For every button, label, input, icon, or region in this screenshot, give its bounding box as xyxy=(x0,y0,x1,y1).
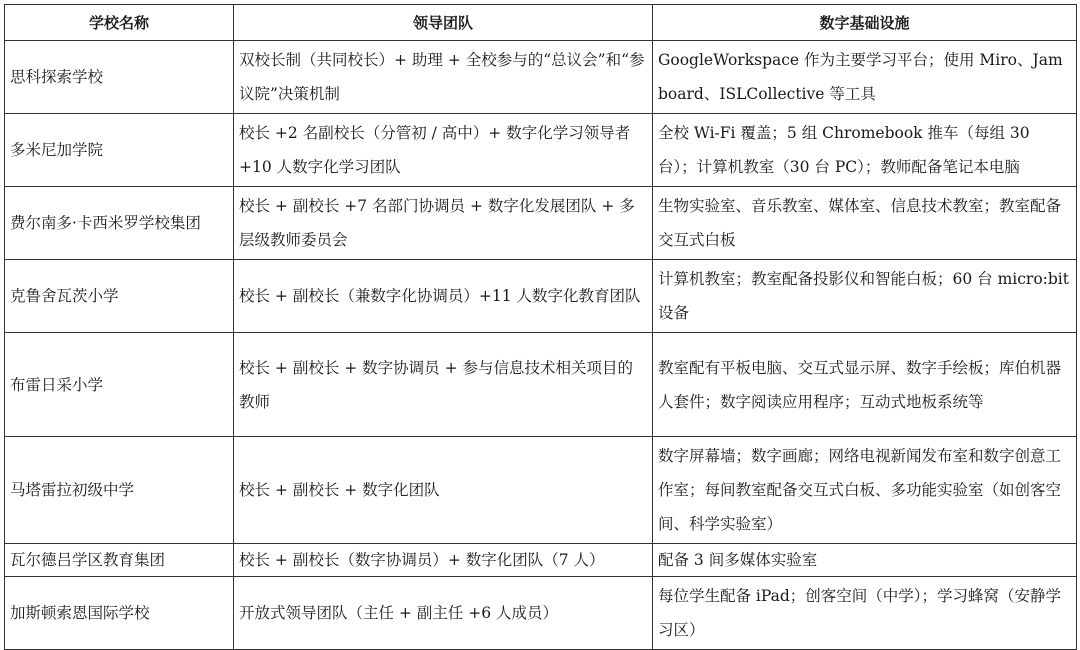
infrastructure-cell: GoogleWorkspace 作为主要学习平台；使用 Miro、Jamboard、ISLCollective 等工具 xyxy=(653,41,1077,114)
table-row xyxy=(5,187,1077,260)
table-header-row xyxy=(5,5,1077,41)
leadership-cell: 校长 +2 名副校长（分管初 / 高中）+ 数字化学习领导者 +10 人数字化学习团队 xyxy=(234,114,653,187)
infrastructure-cell: 每位学生配备 iPad；创客空间（中学）；学习蜂窝（安静学习区） xyxy=(653,577,1077,650)
infrastructure-cell: 配备 3 间多媒体实验室 xyxy=(653,544,1077,577)
leadership-cell: 校长 + 副校长 + 数字化团队 xyxy=(234,437,653,544)
school-name-cell: 思科探索学校 xyxy=(5,41,234,114)
header-leadership-team: 领导团队 xyxy=(234,5,653,41)
infrastructure-cell: 数字屏幕墙；数字画廊；网络电视新闻发布室和数字创意工作室；每间教室配备交互式白板、多功能实验室（如创客空间、科学实验室） xyxy=(653,437,1077,544)
school-name-cell: 加斯顿索恩国际学校 xyxy=(5,577,234,650)
infrastructure-cell: 计算机教室；教室配备投影仪和智能白板；60 台 micro:bit 设备 xyxy=(653,260,1077,333)
table-row xyxy=(5,114,1077,187)
table-row xyxy=(5,577,1077,650)
leadership-cell: 双校长制（共同校长）+ 助理 + 全校参与的“总议会”和“参议院”决策机制 xyxy=(234,41,653,114)
header-digital-infrastructure: 数字基础设施 xyxy=(653,5,1077,41)
leadership-cell: 校长 + 副校长（兼数字化协调员）+11 人数字化教育团队 xyxy=(234,260,653,333)
leadership-cell: 校长 + 副校长 + 数字协调员 + 参与信息技术相关项目的教师 xyxy=(234,333,653,437)
table-row xyxy=(5,544,1077,577)
table-row xyxy=(5,333,1077,437)
school-name-cell: 瓦尔德吕学区教育集团 xyxy=(5,544,234,577)
school-name-cell: 马塔雷拉初级中学 xyxy=(5,437,234,544)
school-name-cell: 布雷日采小学 xyxy=(5,333,234,437)
table-row xyxy=(5,437,1077,544)
school-name-cell: 克鲁舍瓦茨小学 xyxy=(5,260,234,333)
table-row xyxy=(5,260,1077,333)
school-name-cell: 多米尼加学院 xyxy=(5,114,234,187)
leadership-cell: 开放式领导团队（主任 + 副主任 +6 人成员） xyxy=(234,577,653,650)
infrastructure-cell: 教室配有平板电脑、交互式显示屏、数字手绘板；库伯机器人套件；数字阅读应用程序；互动式地板系统等 xyxy=(653,333,1077,437)
leadership-cell: 校长 + 副校长 +7 名部门协调员 + 数字化发展团队 + 多层级教师委员会 xyxy=(234,187,653,260)
leadership-cell: 校长 + 副校长（数字协调员）+ 数字化团队（7 人） xyxy=(234,544,653,577)
school-comparison-table xyxy=(4,4,1077,650)
infrastructure-cell: 生物实验室、音乐教室、媒体室、信息技术教室；教室配备交互式白板 xyxy=(653,187,1077,260)
header-school-name: 学校名称 xyxy=(5,5,234,41)
infrastructure-cell: 全校 Wi-Fi 覆盖；5 组 Chromebook 推车（每组 30 台）；计算机教室（30 台 PC）；教师配备笔记本电脑 xyxy=(653,114,1077,187)
table-row xyxy=(5,41,1077,114)
school-name-cell: 费尔南多·卡西米罗学校集团 xyxy=(5,187,234,260)
